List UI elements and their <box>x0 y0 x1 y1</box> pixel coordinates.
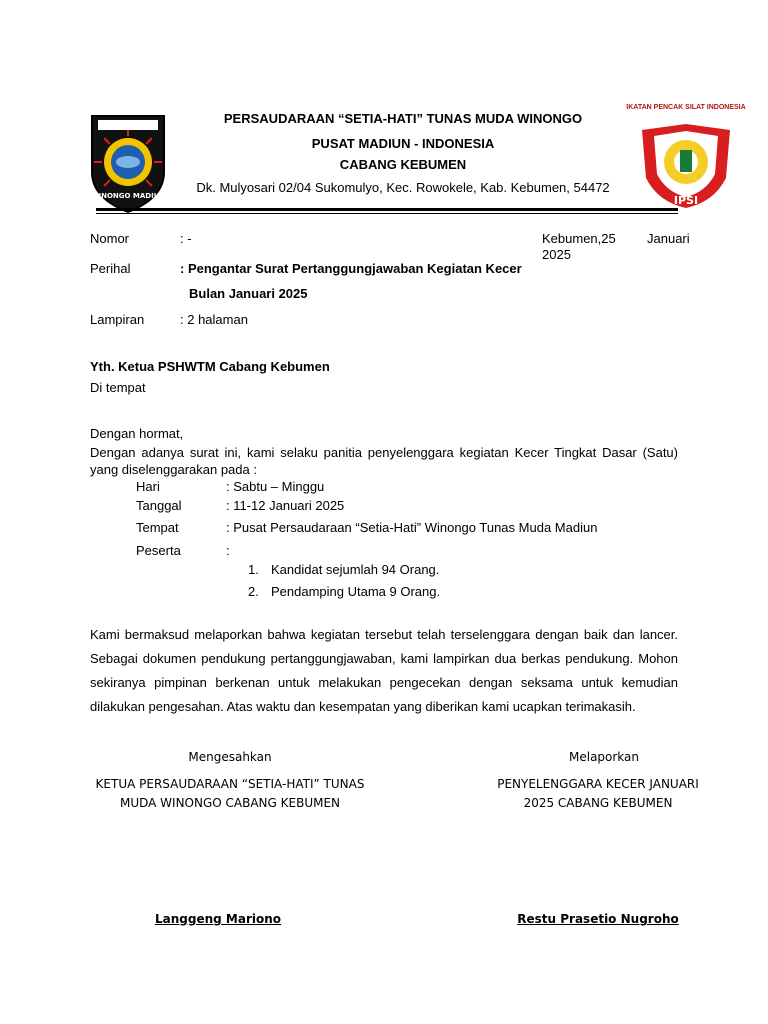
detail-value-hari: : Sabtu – Minggu <box>226 479 325 494</box>
letterhead-line-1: PERSAUDARAAN “SETIA-HATI” TUNAS MUDA WINONGO <box>223 111 583 126</box>
perihal-value-1: : Pengantar Surat Pertanggungjawaban Kegiatan Kecer <box>180 261 522 276</box>
detail-value-tempat: : Pusat Persaudaraan “Setia-Hati” Winongo Tunas Muda Madiun <box>226 520 598 535</box>
sign-right-title-1: PENYELENGGARA KECER JANUARI <box>497 777 699 791</box>
recipient-to: Yth. Ketua PSHWTM Cabang Kebumen <box>90 359 330 374</box>
ipsi-logo-right <box>636 122 736 210</box>
closing-paragraph: Kami bermaksud melaporkan bahwa kegiatan tersebut telah terselenggara dengan baik dan lancer. Sebagai dokumen pendukung pertanggungjawaban, kami lampirkan dua berkas pendukung. Mohon sekiranya pimpinan berkenan untuk melakukan pengecekan dengan seksama untuk kemudian dilakukan pengesahan. Atas waktu dan kesempatan yang diberikan kami ucapkan terimakasih. <box>90 627 678 714</box>
lampiran-value: : 2 halaman <box>180 312 248 327</box>
sign-right-name: Restu Prasetio Nugroho <box>517 912 679 926</box>
letterhead-line-3: CABANG KEBUMEN <box>339 157 467 172</box>
letterhead-rule-thin <box>96 213 678 214</box>
detail-label-hari: Hari <box>136 479 160 494</box>
participant-text-1: Kandidat sejumlah 94 Orang. <box>271 562 440 577</box>
detail-label-tempat: Tempat <box>136 520 179 535</box>
nomor-label: Nomor <box>90 231 130 246</box>
letterhead-address: Dk. Mulyosari 02/04 Sukomulyo, Kec. Rowokele, Kab. Kebumen, 54472 <box>196 180 610 195</box>
greeting: Dengan hormat, <box>90 426 184 441</box>
perihal-label: Perihal <box>90 261 131 276</box>
nomor-value: : - <box>180 231 192 246</box>
participant-num-2: 2. <box>248 584 259 599</box>
sign-left-title-2: MUDA WINONGO CABANG KEBUMEN <box>119 796 341 810</box>
letterhead-line-2: PUSAT MADIUN - INDONESIA <box>311 136 495 151</box>
logo-right-ring-text: IKATAN PENCAK SILAT INDONESIA <box>626 104 746 111</box>
organization-logo-left <box>88 110 168 214</box>
sign-right-title-2: 2025 CABANG KEBUMEN <box>523 796 673 810</box>
sign-left-name: Langgeng Mariono <box>154 912 282 926</box>
perihal-value-2: Bulan Januari 2025 <box>189 286 308 301</box>
lampiran-label: Lampiran <box>90 312 145 327</box>
sign-left-title-1: KETUA PERSAUDARAAN “SETIA-HATI” TUNAS <box>95 777 365 791</box>
date-year: 2025 <box>542 247 571 262</box>
participant-num-1: 1. <box>248 562 259 577</box>
recipient-place: Di tempat <box>90 380 146 395</box>
detail-label-tanggal: Tanggal <box>136 498 182 513</box>
letterhead-rule-thick <box>96 208 678 211</box>
detail-label-peserta: Peserta <box>136 543 181 558</box>
logo-left-caption: WINONGO MADIUN <box>90 192 166 200</box>
intro-paragraph: Dengan adanya surat ini, kami selaku panitia penyelenggara kegiatan Kecer Tingkat Dasar (Satu) yang diselenggarakan pada : <box>90 445 678 477</box>
logo-right-abbr: IPSI <box>673 194 699 207</box>
sign-left-role: Mengesahkan <box>188 750 272 764</box>
detail-value-tanggal: : 11-12 Januari 2025 <box>226 498 345 513</box>
sign-right-role: Melaporkan <box>568 750 640 764</box>
detail-value-peserta: : <box>226 543 230 558</box>
date-month: Januari <box>647 231 690 246</box>
participant-text-2: Pendamping Utama 9 Orang. <box>271 584 441 599</box>
date-place: Kebumen,25 <box>542 231 616 246</box>
